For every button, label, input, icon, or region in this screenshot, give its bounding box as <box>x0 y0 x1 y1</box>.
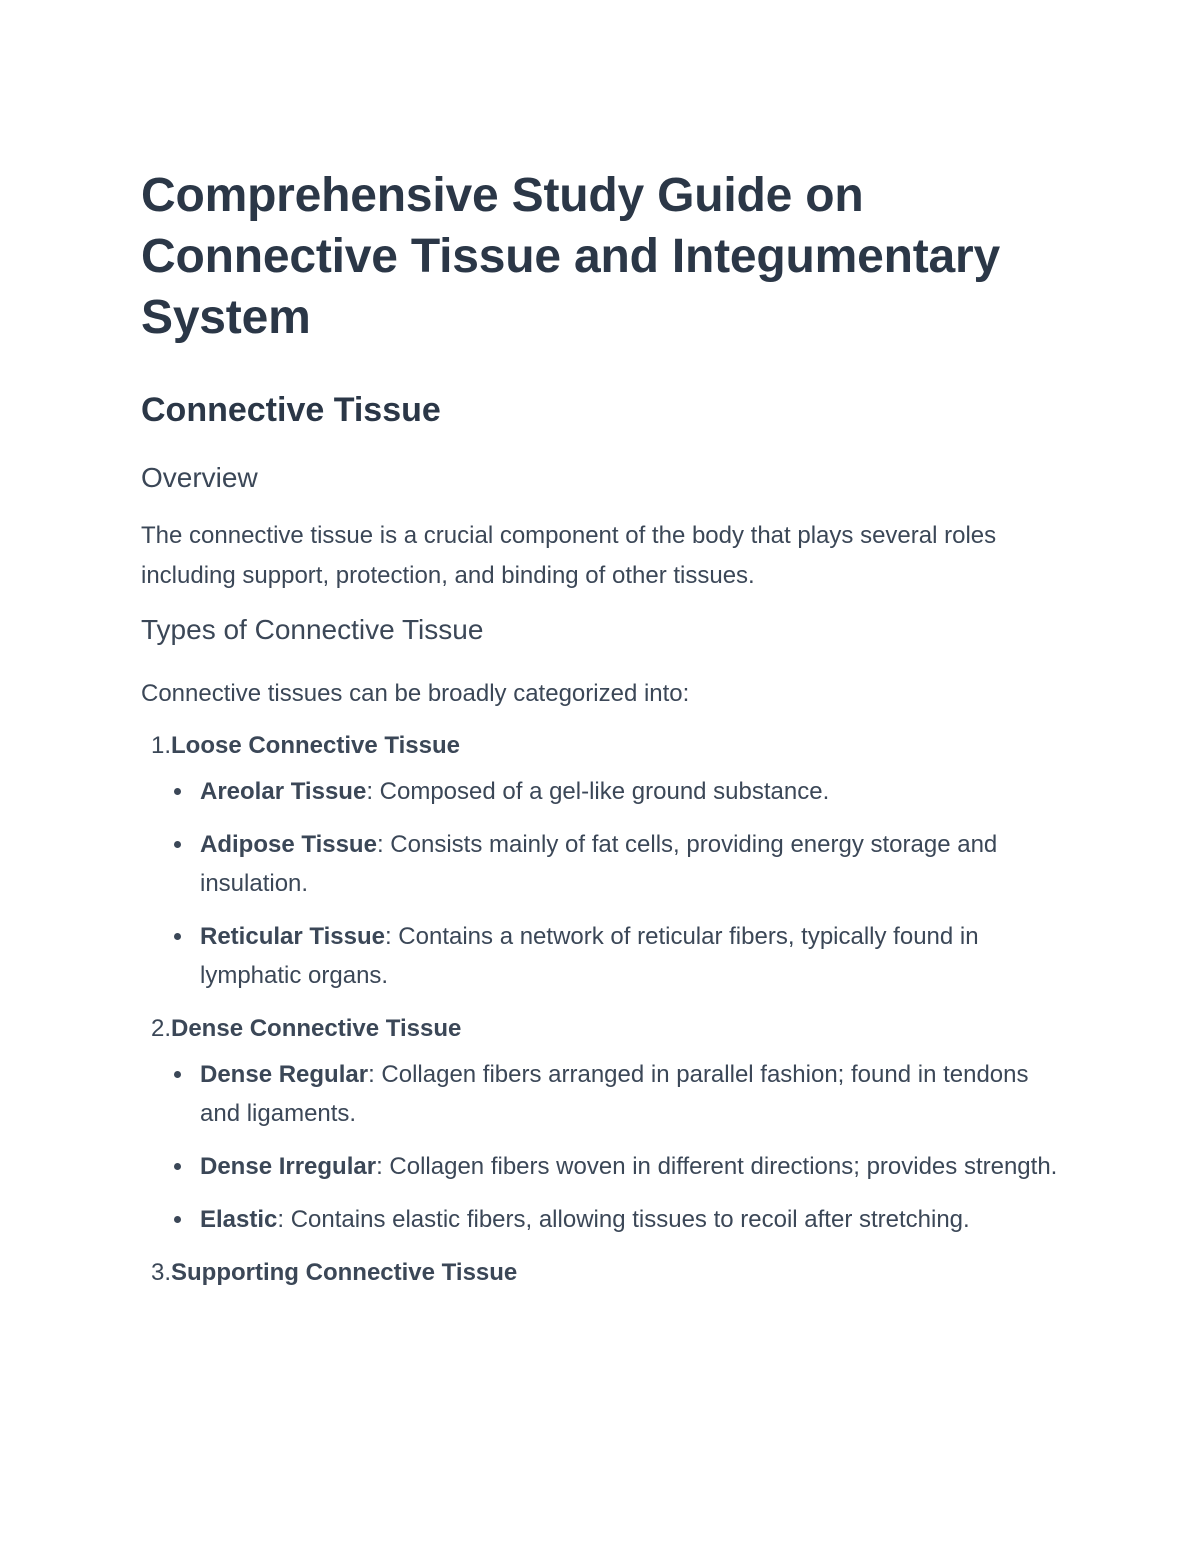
bullet-icon <box>174 788 181 795</box>
category-number: 1. <box>150 732 171 759</box>
category-title <box>141 726 1061 766</box>
category-label: Loose Connective Tissue <box>171 732 460 759</box>
category-label: Supporting Connective Tissue <box>171 1259 518 1286</box>
bullet-icon <box>174 1071 181 1078</box>
bullet-icon <box>174 841 181 848</box>
category-item-dense <box>141 1009 1061 1239</box>
bullet-icon <box>174 1216 181 1223</box>
types-heading: Types of Connective Tissue <box>141 614 484 645</box>
category-label: Dense Connective Tissue <box>171 1015 462 1042</box>
list-item <box>171 917 1061 995</box>
term: Reticular Tissue <box>200 923 385 950</box>
term-description: : Contains a network of reticular fibers, typically found in lymphatic organs. <box>200 923 979 989</box>
page-title: Comprehensive Study Guide on Connective Tissue and Integumentary System <box>141 169 1000 344</box>
category-title <box>141 1009 1061 1049</box>
types-intro-paragraph: Connective tissues can be broadly categorized into: <box>141 680 690 707</box>
term-description: : Collagen fibers arranged in parallel fashion; found in tendons and ligaments. <box>200 1061 1029 1127</box>
overview-heading: Overview <box>141 462 258 493</box>
document-page <box>141 165 1061 1303</box>
overview-paragraph: The connective tissue is a crucial component of the body that plays several roles including support, protection, and binding of other tissues. <box>141 522 997 589</box>
term-description: : Composed of a gel-like ground substance. <box>366 778 830 805</box>
category-item-supporting <box>141 1253 1061 1293</box>
section-heading: Connective Tissue <box>141 391 441 429</box>
category-number: 3. <box>150 1259 171 1286</box>
category-title <box>141 1253 1061 1293</box>
term: Areolar Tissue <box>200 778 367 805</box>
category-list <box>141 726 1061 1293</box>
category-number: 2. <box>150 1015 171 1042</box>
list-item <box>171 1200 1061 1239</box>
term: Elastic <box>200 1206 278 1233</box>
list-item <box>171 825 1061 903</box>
list-item <box>171 772 1061 811</box>
term-description: : Consists mainly of fat cells, providing energy storage and insulation. <box>200 831 998 897</box>
list-item <box>171 1147 1061 1186</box>
term-description: : Contains elastic fibers, allowing tissues to recoil after stretching. <box>277 1206 970 1233</box>
term: Dense Irregular <box>200 1153 377 1180</box>
category-item-loose <box>141 726 1061 995</box>
subtype-list <box>141 1055 1061 1239</box>
bullet-icon <box>174 1163 181 1170</box>
list-item <box>171 1055 1061 1133</box>
term: Dense Regular <box>200 1061 369 1088</box>
subtype-list <box>141 772 1061 995</box>
term-description: : Collagen fibers woven in different directions; provides strength. <box>376 1153 1058 1180</box>
bullet-icon <box>174 933 181 940</box>
term: Adipose Tissue <box>200 831 377 858</box>
